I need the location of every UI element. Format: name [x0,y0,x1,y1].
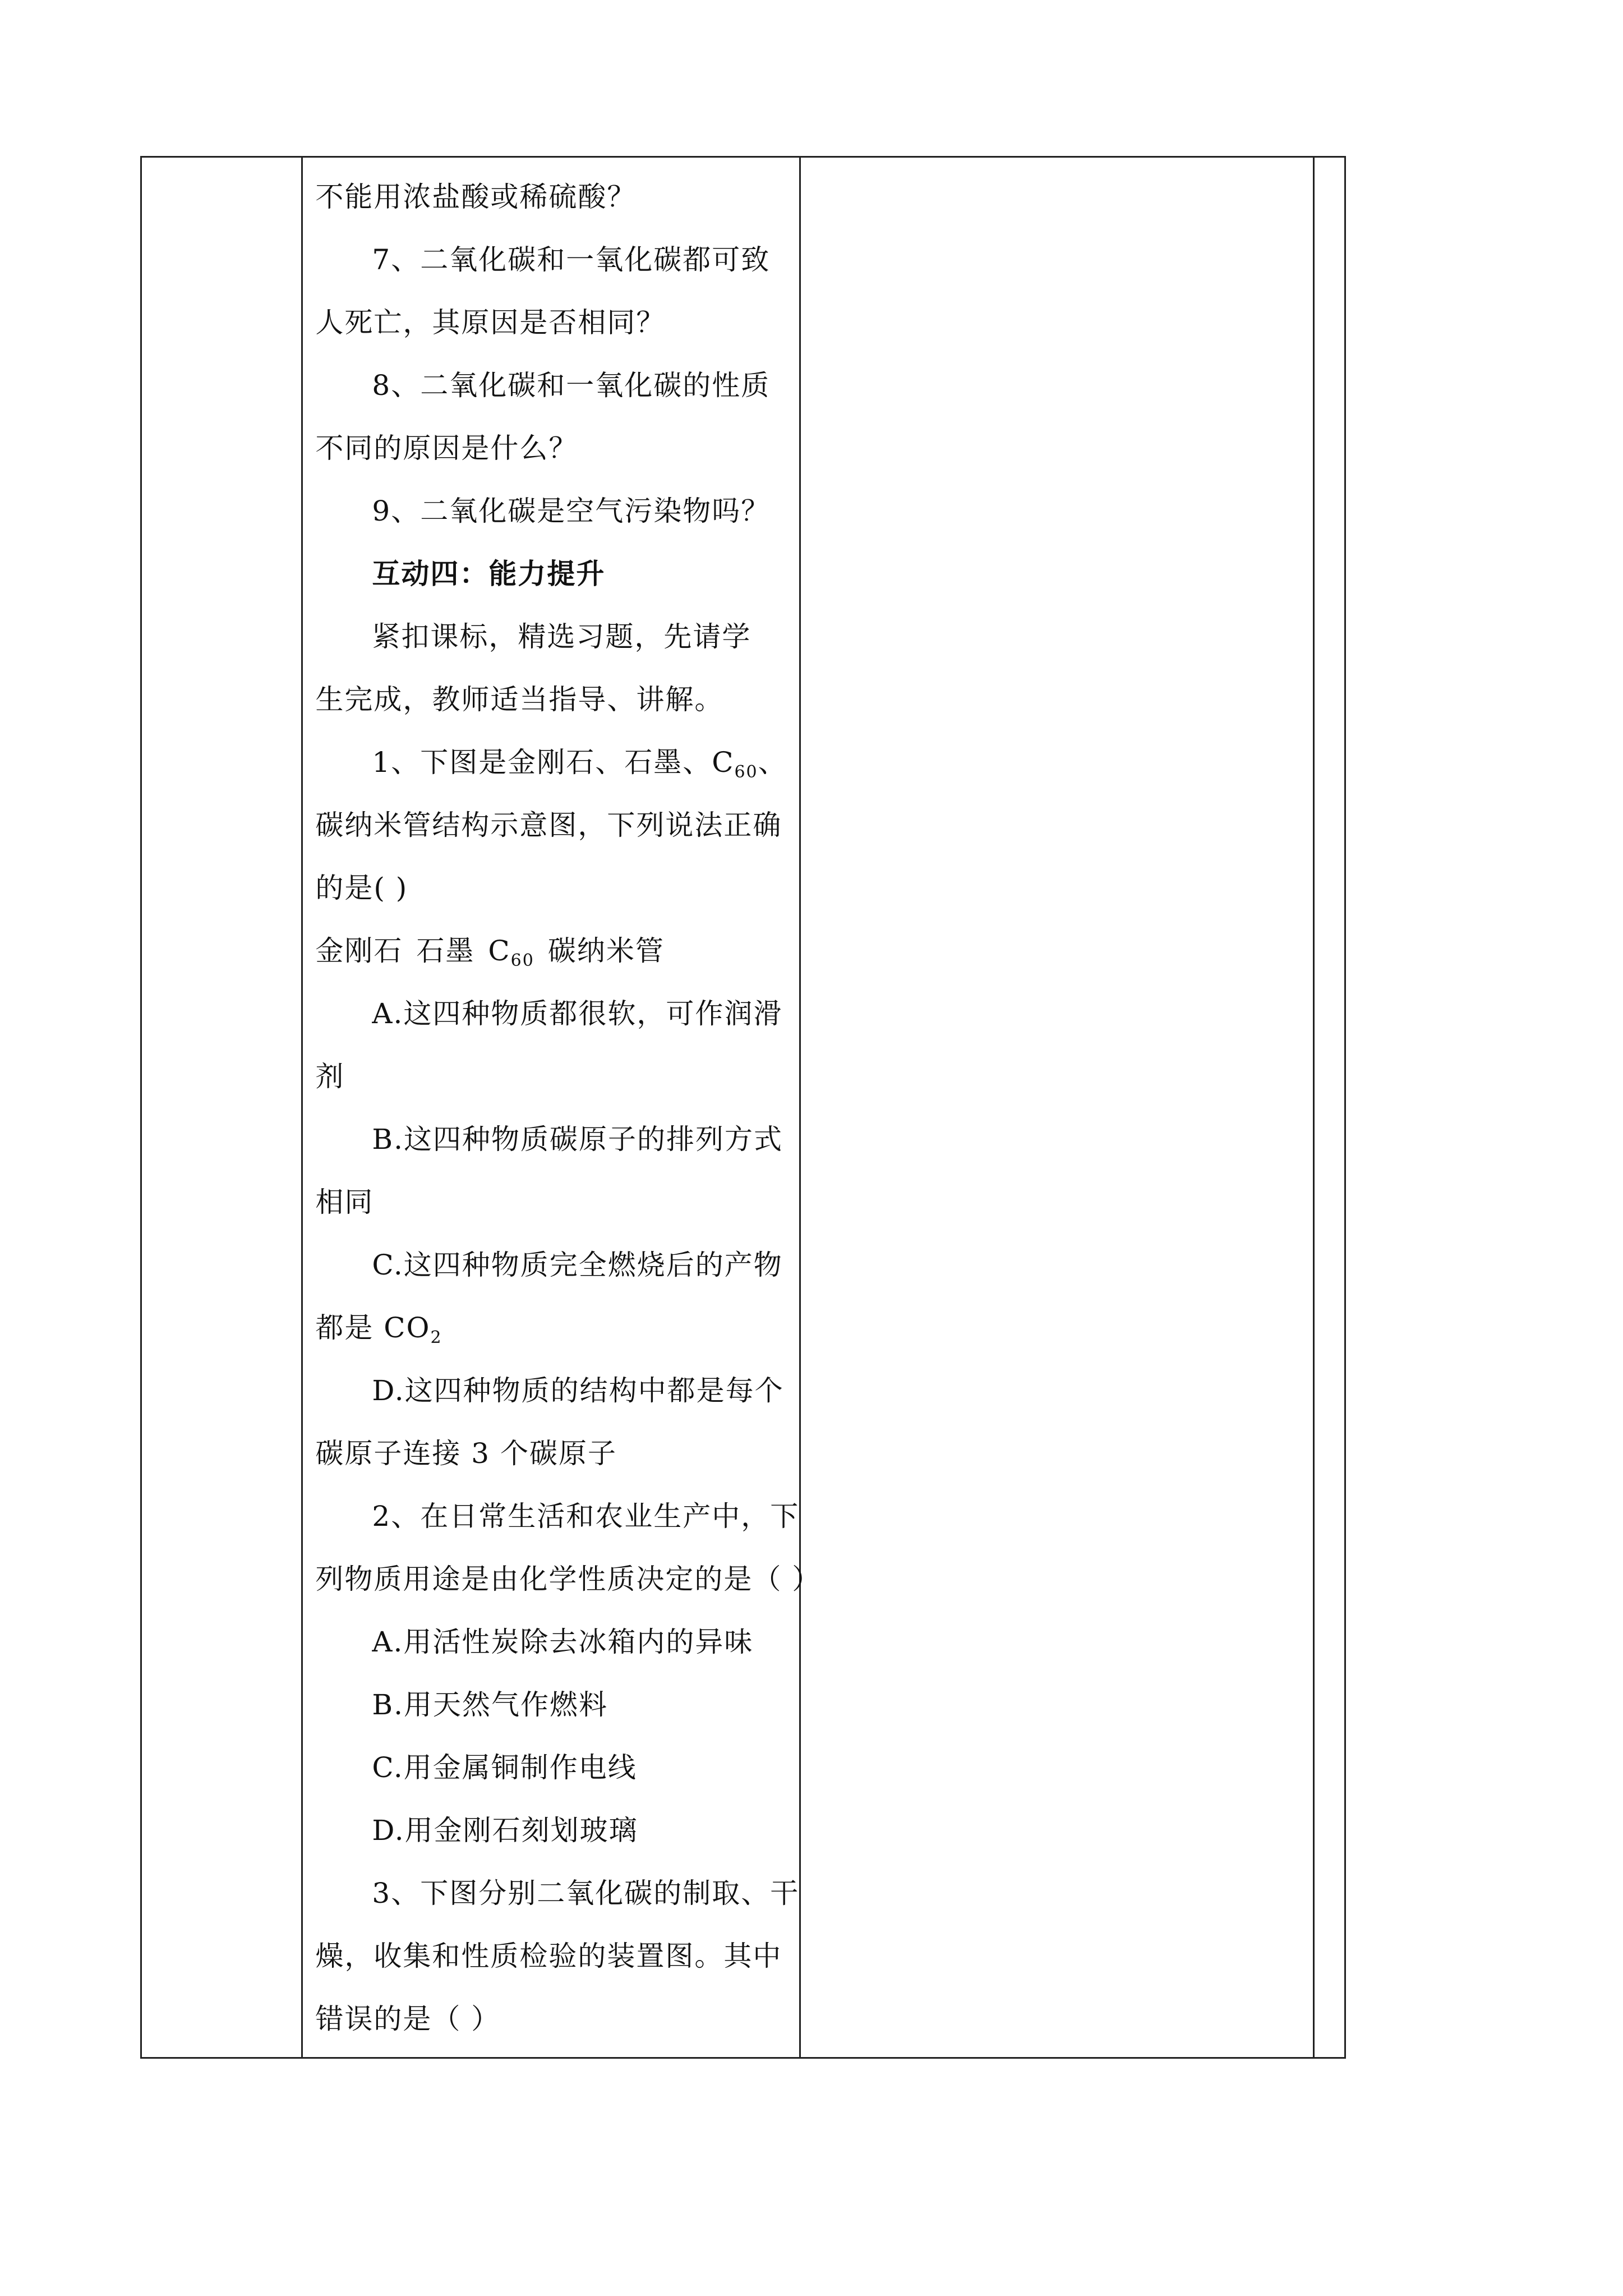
notes-column-cell [800,157,1313,2058]
exercise-2-option-b: B.用天然气作燃料 [372,1688,608,1721]
instruction-line-1: 紧扣课标，精选习题，先请学 [372,620,751,653]
exercise-2-option-d: D.用金刚石刻划玻璃 [372,1814,638,1847]
exercise-3-line-2: 燥，收集和性质检验的装置图。其中 [315,1940,782,1972]
option-c-line-2 [315,1311,442,1355]
exercise-1-line-1 [372,746,787,789]
question-8-line-2: 不同的原因是什么？ [315,432,578,464]
option-d-line-1: D.这四种物质的结构中都是每个 [372,1374,784,1407]
figure-caption-line [315,934,664,978]
exercise-2-option-a: A.用活性炭除去冰箱内的异味 [372,1626,754,1658]
text-line: 不能用浓盐酸或稀硫酸？ [315,181,637,213]
exercise-1-text-pre: 1、下图是金刚石、石墨、C [372,746,735,779]
caption-graphite: 石墨 [416,935,475,967]
exercise-1-text-post: 、 [758,746,787,779]
exercise-1-line-3: 的是( ) [315,872,408,904]
caption-c60-base: C [488,935,511,967]
option-b-line-1: B.这四种物质碳原子的排列方式 [372,1123,783,1156]
option-c-line-1: C.这四种物质完全燃烧后的产物 [372,1249,783,1281]
question-7-line-2: 人死亡，其原因是否相同？ [315,306,666,339]
option-b-line-2: 相同 [315,1186,374,1218]
left-column-cell [141,157,302,2058]
question-8-line-1: 8、二氧化碳和一氧化碳的性质 [372,369,771,402]
exercise-3-line-1: 3、下图分别二氧化碳的制取、干 [372,1877,800,1910]
co2-subscript: 2 [430,1328,442,1347]
question-7-line-1: 7、二氧化碳和一氧化碳都可致 [372,243,771,276]
exercise-2-option-c: C.用金属铜制作电线 [372,1751,637,1784]
question-9-line: 9、二氧化碳是空气污染物吗？ [372,495,771,527]
option-a-line-1: A.这四种物质都很软，可作润滑 [372,997,783,1030]
exercise-1-line-2: 碳纳米管结构示意图，下列说法正确 [315,809,782,841]
exercise-2-line-1: 2、在日常生活和农业生产中，下 [372,1500,800,1533]
option-a-line-2: 剂 [315,1060,345,1093]
narrow-column-cell [1313,157,1345,2058]
option-c-text: 都是 CO [315,1312,431,1344]
exercise-2-line-2: 列物质用途是由化学性质决定的是（ ） [315,1563,822,1595]
caption-c60 [488,935,534,970]
caption-nanotube: 碳纳米管 [547,935,665,967]
caption-diamond: 金刚石 [315,935,403,967]
exercise-3-line-3: 错误的是（ ） [315,2003,501,2035]
c60-subscript: 60 [734,762,758,782]
content-column-cell [302,157,822,2058]
content-body [303,158,822,2057]
option-d-line-2: 碳原子连接 3 个碳原子 [315,1437,617,1470]
caption-c60-subscript: 60 [510,951,534,970]
lesson-plan-table [140,156,1346,2059]
section-heading: 互动四：能力提升 [372,558,606,590]
instruction-line-2: 生完成，教师适当指导、讲解。 [315,683,724,716]
